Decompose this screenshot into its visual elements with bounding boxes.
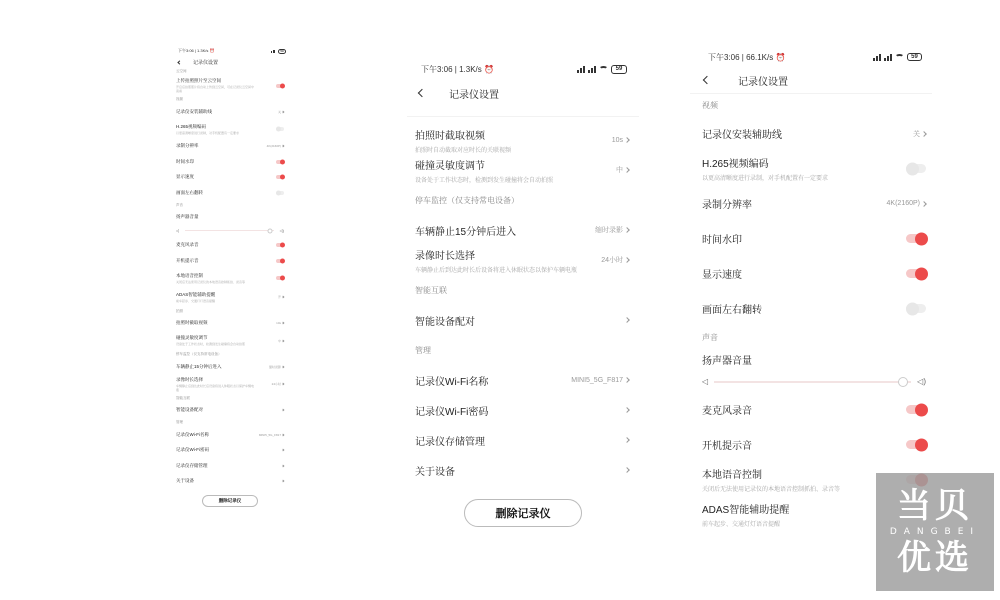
- section-header: 声音: [176, 202, 183, 207]
- setting-label: 碰撞灵敏度调节: [176, 335, 208, 340]
- setting-description: 前车起步、交通灯灯语音提醒: [176, 298, 216, 303]
- chevron-right-icon: [282, 365, 285, 368]
- signal-icon-2: [588, 66, 596, 73]
- chevron-right-icon: [282, 339, 285, 342]
- volume-high-icon: ◁): [279, 228, 284, 233]
- toggle-knob: [915, 267, 928, 280]
- setting-row[interactable]: [170, 359, 290, 375]
- section-header: 视频: [702, 100, 718, 110]
- setting-row[interactable]: [690, 186, 932, 221]
- battery-icon: 59: [278, 49, 286, 54]
- volume-slider[interactable]: [690, 371, 932, 392]
- toggle-knob: [280, 159, 285, 164]
- page-title: 记录仪设置: [449, 89, 499, 101]
- section-header: 云空间: [176, 69, 187, 73]
- setting-label: 录像时长选择: [415, 250, 475, 262]
- setting-value-text: 24小时: [601, 257, 623, 264]
- section-header: 停车监控（仅支持常电设备）: [415, 195, 519, 205]
- setting-label: 记录仪Wi-Fi名称: [176, 431, 209, 437]
- title-bar: [407, 82, 639, 104]
- chevron-right-icon: [282, 110, 285, 113]
- setting-text: [176, 478, 194, 484]
- section-header: 视频: [176, 97, 183, 101]
- volume-track[interactable]: [185, 230, 274, 231]
- setting-label: 录制分辨率: [702, 200, 752, 211]
- setting-row[interactable]: [170, 443, 290, 459]
- chevron-right-icon: [624, 227, 630, 233]
- setting-text: [176, 159, 194, 165]
- setting-text: [176, 143, 199, 149]
- setting-text: [415, 403, 488, 418]
- toggle-switch[interactable]: [906, 405, 926, 414]
- setting-text: [176, 432, 209, 438]
- setting-row[interactable]: [170, 238, 290, 254]
- setting-label: 麦克风录音: [702, 406, 752, 418]
- setting-value: [272, 382, 284, 386]
- setting-value: [281, 465, 284, 467]
- chevron-right-icon: [624, 317, 630, 323]
- setting-row[interactable]: [170, 458, 290, 474]
- setting-value-text: MINI5_5G_F817: [258, 432, 281, 437]
- status-bar: [170, 45, 290, 57]
- setting-label: 时间水印: [176, 158, 194, 164]
- setting-text: [176, 174, 194, 180]
- setting-value: [616, 165, 629, 175]
- setting-row[interactable]: [170, 331, 290, 350]
- setting-value: [612, 137, 629, 144]
- divider: [407, 116, 639, 117]
- setting-description: 设备处于工作状态时，检测到发生碰撞将会自动拍照: [415, 177, 554, 184]
- setting-value-text: MINI5_5G_F817: [571, 376, 623, 384]
- title-bar: [170, 57, 290, 67]
- setting-text: [702, 466, 840, 493]
- setting-label: H.265视频编码: [176, 123, 207, 129]
- setting-row[interactable]: [170, 120, 290, 139]
- setting-value: [278, 110, 284, 114]
- chevron-right-icon: [921, 201, 927, 207]
- volume-high-icon: ◁): [917, 377, 926, 387]
- setting-value-text: 中: [616, 167, 623, 174]
- setting-text: [702, 155, 828, 182]
- setting-label: 智能设备配对: [176, 407, 203, 413]
- status-time: 下午3:06 | 1.3K/s ⏰: [421, 64, 494, 74]
- setting-row[interactable]: [170, 76, 290, 95]
- setting-label: 画面左右翻转: [176, 189, 203, 195]
- chevron-right-icon: [624, 167, 630, 173]
- setting-label: ADAS智能辅助提醒: [702, 505, 790, 517]
- setting-row[interactable]: [170, 403, 290, 419]
- signal-icon: [873, 54, 881, 61]
- setting-value: [623, 438, 629, 442]
- dangbei-watermark-logo: [876, 473, 994, 591]
- setting-label: 车辆静止15分钟后进入: [176, 363, 222, 369]
- signal-icon: [271, 50, 275, 53]
- setting-row[interactable]: [690, 221, 932, 256]
- setting-row[interactable]: [407, 305, 639, 335]
- setting-row[interactable]: [690, 427, 932, 462]
- chevron-right-icon: [282, 145, 285, 148]
- setting-description: 车辆静止后到达此时长后设备将进入休眠状态以保护车辆电瓶: [176, 383, 255, 392]
- setting-row[interactable]: [407, 365, 639, 395]
- setting-value: [269, 365, 284, 369]
- toggle-switch[interactable]: [906, 234, 926, 243]
- setting-label: 记录仪Wi-Fi密码: [415, 406, 489, 418]
- chevron-right-icon: [624, 407, 630, 413]
- status-time: 下午3:06 | 1.3K/s ⏰: [178, 48, 215, 53]
- setting-value-text: 10s: [276, 321, 281, 326]
- page-title: 记录仪设置: [193, 59, 219, 66]
- setting-row[interactable]: [170, 253, 290, 269]
- setting-value: [278, 339, 284, 343]
- toggle-knob: [280, 276, 285, 281]
- setting-value: [913, 129, 926, 139]
- wifi-icon: [599, 66, 608, 72]
- setting-text: [176, 364, 222, 370]
- setting-description: 关闭后无法使用记录仪的本地语音控制抓拍、录音等: [702, 487, 841, 494]
- chevron-right-icon: [282, 449, 285, 452]
- toggle-switch[interactable]: [276, 175, 284, 179]
- volume-low-icon: ◁: [176, 228, 180, 233]
- setting-row[interactable]: [170, 170, 290, 186]
- toggle-knob: [280, 175, 285, 180]
- setting-row[interactable]: [690, 291, 932, 326]
- setting-label: 本地语音控制: [176, 272, 203, 278]
- setting-label: 记录仪安装辅助线: [176, 108, 212, 114]
- setting-value: [259, 433, 284, 437]
- status-bar: [407, 56, 639, 82]
- status-time: 下午3:06 | 66.1K/s ⏰: [708, 52, 786, 62]
- setting-row[interactable]: [170, 269, 290, 288]
- setting-value-text: 开: [277, 295, 281, 299]
- setting-label: 开机提示音: [702, 441, 752, 453]
- setting-text: [176, 292, 215, 303]
- volume-thumb[interactable]: [268, 228, 273, 233]
- toggle-knob: [280, 258, 285, 263]
- setting-text: [702, 196, 752, 211]
- setting-row[interactable]: [690, 392, 932, 427]
- setting-label: 录制分辨率: [176, 143, 199, 149]
- toggle-switch[interactable]: [276, 276, 284, 280]
- page-title: 记录仪设置: [738, 76, 788, 88]
- setting-row[interactable]: [170, 375, 290, 394]
- setting-row[interactable]: [407, 125, 639, 155]
- setting-label: 记录仪存储管理: [176, 462, 208, 468]
- setting-value: [623, 318, 629, 322]
- setting-value: [623, 468, 629, 472]
- setting-label: 扬声器音量: [702, 356, 752, 368]
- setting-label: ADAS智能辅助提醒: [176, 291, 216, 297]
- setting-description: 开启后拍照照片将自动上传到云空间，可在记录仪云空间中查看: [176, 85, 255, 93]
- watermark-bottom-text: 优选: [897, 538, 973, 578]
- setting-label: 画面左右翻转: [702, 305, 762, 316]
- setting-value: [601, 255, 629, 265]
- delete-device-button[interactable]: 删除记录仪: [202, 495, 258, 507]
- setting-label: 记录仪Wi-Fi名称: [415, 376, 489, 388]
- setting-value: [267, 144, 284, 148]
- chevron-right-icon: [624, 137, 630, 143]
- setting-row[interactable]: [407, 395, 639, 425]
- setting-row[interactable]: [690, 256, 932, 291]
- setting-row[interactable]: [170, 185, 290, 201]
- section-header: 管理: [415, 345, 431, 355]
- setting-text: [176, 377, 256, 392]
- setting-text: [702, 402, 752, 417]
- chevron-right-icon: [624, 377, 630, 383]
- setting-label: 关于设备: [415, 466, 455, 478]
- toggle-knob: [906, 162, 919, 175]
- setting-label: 关于设备: [176, 478, 194, 484]
- setting-text: [415, 157, 553, 184]
- toggle-switch[interactable]: [276, 84, 284, 88]
- setting-text: [176, 109, 212, 115]
- section-header: 拍照: [176, 308, 183, 313]
- signal-icon: [577, 66, 585, 73]
- chevron-right-icon: [282, 383, 285, 386]
- toggle-knob: [276, 190, 281, 195]
- setting-text: [702, 266, 742, 281]
- setting-label: H.265视频编码: [702, 159, 769, 170]
- setting-text: [415, 313, 475, 328]
- settings-list: [170, 67, 290, 489]
- setting-value-text: 4K(2160P): [266, 144, 281, 149]
- section-header: 智能互联: [176, 395, 190, 400]
- setting-label: 车辆静止15分钟后进入: [415, 226, 517, 238]
- battery-icon: 59: [611, 65, 627, 74]
- setting-label: 记录仪Wi-Fi密码: [176, 447, 209, 453]
- toggle-knob: [276, 127, 281, 132]
- setting-value: [281, 449, 284, 451]
- setting-row[interactable]: [690, 116, 932, 151]
- setting-label: 碰撞灵敏度调节: [415, 160, 485, 172]
- setting-value: [278, 295, 284, 299]
- setting-row[interactable]: [170, 139, 290, 155]
- setting-value-text: 10s: [611, 136, 623, 144]
- setting-description: 前车起步、交通灯灯语音提醒: [702, 522, 781, 529]
- settings-list: [407, 125, 639, 485]
- chevron-right-icon: [282, 433, 285, 436]
- setting-text: [176, 258, 199, 264]
- chevron-right-icon: [282, 296, 285, 299]
- setting-row[interactable]: [407, 245, 639, 275]
- setting-row[interactable]: [170, 474, 290, 490]
- setting-label: 拍照时截取视频: [415, 130, 485, 142]
- chevron-right-icon: [282, 480, 285, 483]
- setting-value: [571, 377, 629, 384]
- watermark-top-text: 当贝: [897, 486, 973, 526]
- setting-value: [281, 409, 284, 411]
- setting-label: 开机提示音: [176, 257, 199, 263]
- setting-label: 时间水印: [702, 235, 742, 246]
- setting-text: [176, 190, 203, 196]
- volume-slider[interactable]: [170, 224, 290, 238]
- toggle-switch[interactable]: [276, 127, 284, 131]
- chevron-right-icon: [624, 257, 630, 263]
- setting-text: [415, 223, 516, 238]
- chevron-right-icon: [624, 467, 630, 473]
- chevron-right-icon: [282, 409, 285, 412]
- toggle-knob: [915, 232, 928, 245]
- setting-label: 记录仪存储管理: [415, 436, 485, 448]
- setting-text: [176, 447, 209, 453]
- speaker-volume-setting: [690, 348, 932, 392]
- setting-label: 智能设备配对: [415, 316, 475, 328]
- setting-description: 车辆静止后到达此时长后设备将进入休眠状态以保护车辆电瓶: [415, 267, 578, 274]
- setting-description: 关闭后无法使用记录仪的本地语音控制抓拍、录音等: [176, 279, 246, 284]
- setting-text: [415, 247, 577, 274]
- phone-screen-middle: [407, 56, 639, 566]
- setting-text: [702, 437, 752, 452]
- setting-row[interactable]: [690, 151, 932, 186]
- setting-row[interactable]: [170, 104, 290, 120]
- section-header: 声音: [702, 332, 718, 342]
- status-icons: [577, 65, 627, 74]
- status-bar: [690, 45, 932, 69]
- toggle-knob: [906, 302, 919, 315]
- toggle-switch[interactable]: [276, 243, 284, 247]
- setting-text: [415, 433, 485, 448]
- settings-list: [690, 94, 932, 532]
- chevron-right-icon: [282, 464, 285, 467]
- section-header: 管理: [176, 420, 183, 424]
- setting-label: 扬声器音量: [176, 213, 199, 219]
- speaker-volume-setting: [170, 210, 290, 238]
- toggle-switch[interactable]: [906, 440, 926, 449]
- watermark-brand-text: DANGBEI: [889, 527, 981, 537]
- setting-label: 记录仪安装辅助线: [702, 130, 782, 141]
- toggle-knob: [915, 403, 928, 416]
- setting-value-text: 24小时: [271, 382, 281, 386]
- chevron-right-icon: [921, 131, 927, 137]
- setting-value-text: 缩时录影: [268, 364, 281, 369]
- setting-row[interactable]: [170, 427, 290, 443]
- toggle-knob: [915, 438, 928, 451]
- toggle-knob: [280, 243, 285, 248]
- volume-thumb[interactable]: [898, 377, 908, 387]
- volume-track[interactable]: [714, 381, 911, 383]
- setting-row[interactable]: [170, 288, 290, 307]
- title-bar: [690, 69, 932, 91]
- setting-value-text: 缩时录影: [595, 227, 623, 234]
- setting-value: [281, 480, 284, 482]
- setting-text: [176, 78, 256, 93]
- setting-label: 显示速度: [176, 174, 194, 180]
- toggle-switch[interactable]: [906, 269, 926, 278]
- setting-value: [276, 321, 284, 325]
- setting-label: 录像时长选择: [176, 376, 203, 382]
- setting-label: 上传拍照照片至云空间: [176, 78, 221, 83]
- toggle-knob: [280, 83, 285, 88]
- setting-text: [176, 335, 245, 346]
- setting-value-text: 4K(2160P): [886, 200, 920, 207]
- setting-text: [702, 301, 762, 316]
- setting-row[interactable]: [407, 155, 639, 185]
- section-header: 停车监控（仅支持常电设备）: [176, 352, 222, 356]
- toggle-switch[interactable]: [276, 160, 284, 164]
- section-header: 智能互联: [415, 285, 447, 295]
- setting-value-text: 关: [913, 130, 920, 138]
- toggle-switch[interactable]: [906, 164, 926, 173]
- setting-label: 本地语音控制: [702, 470, 762, 482]
- setting-text: [176, 242, 199, 248]
- status-icons: [873, 53, 922, 61]
- setting-description: 以更高清晰度进行录制，对手机配置有一定要求: [176, 130, 240, 135]
- back-arrow-icon[interactable]: [418, 89, 426, 97]
- signal-icon-2: [884, 54, 892, 61]
- setting-description: 设备处于工作状态时，检测到发生碰撞将会自动拍照: [176, 342, 246, 346]
- setting-text: [702, 501, 789, 528]
- setting-row[interactable]: [170, 154, 290, 170]
- setting-row[interactable]: [407, 215, 639, 245]
- setting-row[interactable]: [407, 455, 639, 485]
- setting-label: 麦克风录音: [176, 242, 199, 248]
- wifi-icon: [895, 54, 904, 60]
- setting-label: 拍照时截取视频: [176, 320, 208, 326]
- volume-low-icon: ◁: [702, 377, 709, 387]
- setting-label: 显示速度: [702, 270, 742, 281]
- toggle-switch[interactable]: [906, 304, 926, 313]
- setting-value-text: 关: [277, 109, 281, 114]
- setting-text: [176, 273, 245, 284]
- battery-icon: 59: [907, 53, 922, 61]
- setting-text: [176, 463, 208, 469]
- setting-row[interactable]: [407, 425, 639, 455]
- setting-text: [176, 320, 208, 326]
- back-arrow-icon[interactable]: [177, 60, 181, 64]
- status-icons: [271, 49, 286, 54]
- delete-device-button[interactable]: 删除记录仪: [464, 499, 582, 527]
- setting-row[interactable]: [170, 316, 290, 332]
- setting-value: [623, 408, 629, 412]
- chevron-right-icon: [624, 437, 630, 443]
- setting-value-text: 中: [277, 338, 281, 343]
- setting-text: [176, 124, 239, 135]
- setting-text: [702, 231, 742, 246]
- setting-text: [415, 463, 455, 478]
- toggle-switch[interactable]: [276, 259, 284, 263]
- setting-description: 以更高清晰度进行录制，对手机配置有一定要求: [702, 176, 829, 182]
- setting-text: [415, 127, 511, 154]
- phone-screen-left: [170, 45, 290, 565]
- back-arrow-icon[interactable]: [703, 76, 711, 84]
- chevron-right-icon: [282, 322, 285, 325]
- setting-text: [176, 407, 203, 413]
- setting-text: [702, 126, 782, 141]
- setting-value: [595, 225, 629, 235]
- toggle-switch[interactable]: [276, 191, 284, 195]
- setting-text: [415, 373, 488, 388]
- setting-value: [887, 200, 926, 207]
- setting-description: 拍照时自动截取对应时长的关联视频: [415, 147, 512, 154]
